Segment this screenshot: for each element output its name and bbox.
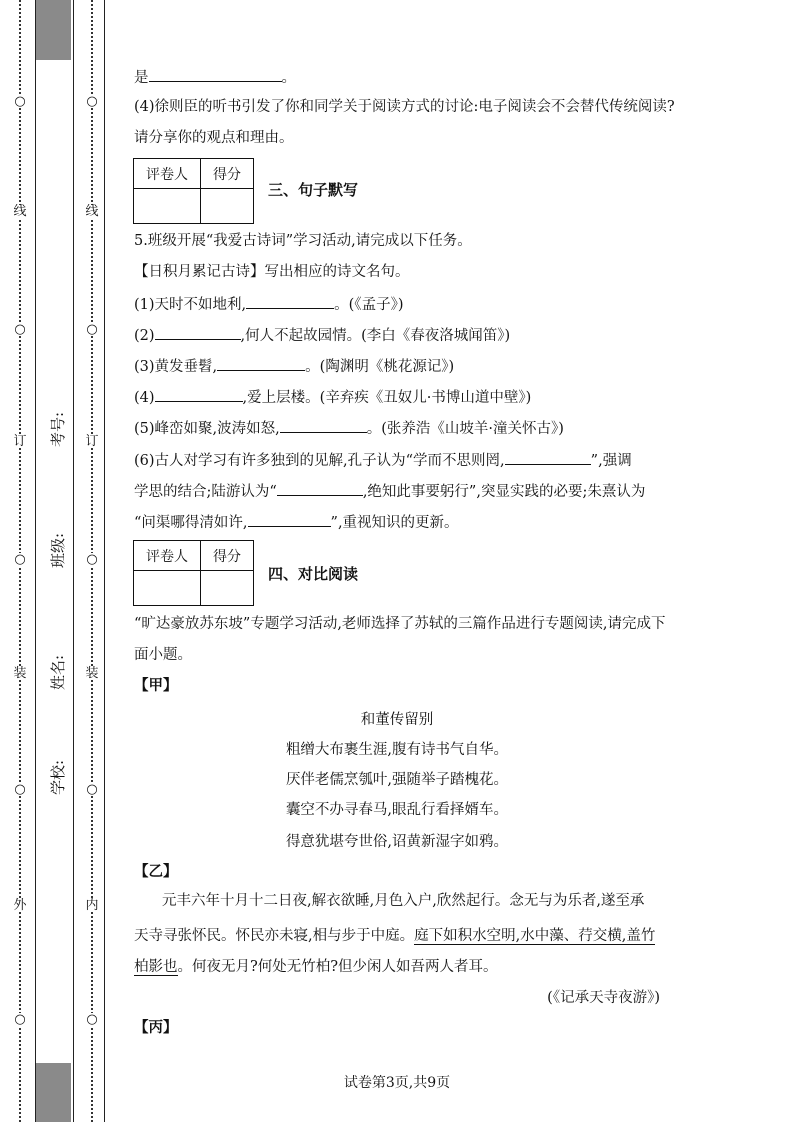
exam-no-label: 考号: (49, 411, 67, 447)
prose-line-3: 柏影也。何夜无月?何处无竹柏?但少闲人如吾两人者耳。 (134, 959, 498, 975)
score-header: 得分 (201, 159, 254, 189)
underlined-sentence-end: 柏影也 (134, 959, 178, 975)
blank-1[interactable] (246, 293, 334, 309)
class-label: 班级: (49, 532, 67, 568)
jia-label: 【甲】 (134, 677, 178, 694)
item-6-line1: (6)古人对学习有许多独到的见解,孔子认为“学而不思则罔, ”,强调 (134, 449, 632, 471)
intro-4-line2: 面小题。 (134, 647, 192, 663)
item-4: (4) ,爱上层楼。(辛弃疾《丑奴儿·书博山道中壁》) (134, 386, 531, 408)
poem-line-2: 厌伴老儒烹瓠叶,强随举子踏槐花。 (285, 772, 509, 788)
prose-source: (《记承天寺夜游》) (547, 990, 660, 1006)
score-table-3 (133, 158, 254, 224)
poem-line-3: 囊空不办寻春马,眼乱行看择婿车。 (285, 802, 509, 818)
item-6-line3: “问渠哪得清如许, ”,重视知识的更新。 (134, 511, 459, 533)
blank-6c[interactable] (248, 511, 331, 527)
intro-4-line1: “旷达豪放苏东坡”专题学习活动,老师选择了苏轼的三篇作品进行专题阅读,请完成下 (134, 616, 666, 632)
score-table-4 (133, 540, 254, 606)
answer-blank[interactable] (149, 66, 282, 82)
prose-line-2: 天寺寻张怀民。怀民亦未寝,相与步于中庭。庭下如积水空明,水中藻、荇交横,盖竹 (134, 928, 656, 944)
item-5: (5)峰峦如聚,波涛如怒, 。(张养浩《山坡羊·潼关怀古》) (134, 417, 564, 439)
yi-label: 【乙】 (134, 863, 178, 880)
question-4-line1: (4)徐则臣的听书引发了你和同学关于阅读方式的讨论:电子阅读会不会替代传统阅读? (134, 99, 675, 115)
underlined-sentence: 庭下如积水空明,水中藻、荇交横,盖竹 (414, 928, 656, 944)
seal-char: 装 (13, 666, 27, 681)
seal-circle: ○ (14, 322, 26, 337)
seal-char: 内 (85, 898, 99, 913)
seal-circle: ○ (86, 552, 98, 567)
blank-4[interactable] (155, 386, 243, 402)
section-3-title: 三、句子默写 (268, 181, 359, 199)
item-1: (1)天时不如地利, 。(《孟子》) (134, 293, 403, 315)
item-3: (3)黄发垂髫, 。(陶渊明《桃花源记》) (134, 355, 454, 377)
grader-cell[interactable] (134, 571, 201, 606)
question-4-line2: 请分享你的观点和理由。 (134, 130, 294, 146)
seal-circle: ○ (14, 552, 26, 567)
poem-line-4: 得意犹堪夸世俗,诏黄新湿字如鸦。 (285, 834, 509, 850)
seal-char: 订 (85, 434, 99, 449)
margin-rule (104, 0, 105, 1122)
item-2: (2) ,何人不起故园情。(李白《春夜洛城闻笛》) (134, 324, 510, 346)
seal-char: 线 (13, 204, 27, 219)
answer-tail: 是 。 (134, 66, 296, 88)
seal-circle: ○ (14, 94, 26, 109)
score-cell[interactable] (201, 189, 254, 224)
seal-circle: ○ (86, 94, 98, 109)
question-5-sub: 【日积月累记古诗】写出相应的诗文名句。 (134, 264, 410, 280)
bing-label: 【丙】 (134, 1019, 178, 1036)
seal-circle: ○ (14, 782, 26, 797)
seal-circle: ○ (86, 322, 98, 337)
score-header: 得分 (201, 541, 254, 571)
blank-2[interactable] (155, 324, 241, 340)
seal-circle: ○ (14, 1012, 26, 1027)
seal-char: 订 (13, 434, 27, 449)
prose-line-1: 元丰六年十月十二日夜,解衣欲睡,月色入户,欣然起行。念无与为乐者,遂至承 (162, 893, 645, 909)
poem-title: 和董传留别 (360, 712, 434, 728)
blank-5[interactable] (280, 417, 367, 433)
seal-circle: ○ (86, 1012, 98, 1027)
seal-circle: ○ (86, 782, 98, 797)
score-cell[interactable] (201, 571, 254, 606)
grader-header: 评卷人 (134, 159, 201, 189)
poem-line-1: 粗缯大布裹生涯,腹有诗书气自华。 (285, 742, 509, 758)
blank-6a[interactable] (505, 449, 591, 465)
item-6-line2: 学思的结合;陆游认为“ ,绝知此事要躬行”,突显实践的必要;朱熹认为 (134, 480, 645, 502)
name-label: 姓名: (49, 654, 67, 690)
blank-3[interactable] (217, 355, 305, 371)
seal-char: 线 (85, 204, 99, 219)
question-5-intro: 5.班级开展“我爱古诗词”学习活动,请完成以下任务。 (134, 233, 472, 249)
grader-header: 评卷人 (134, 541, 201, 571)
seal-char: 装 (85, 666, 99, 681)
blank-6b[interactable] (277, 480, 363, 496)
grader-cell[interactable] (134, 189, 201, 224)
page-footer: 试卷第3页,共9页 (343, 1075, 451, 1091)
seal-char: 外 (13, 898, 27, 913)
section-4-title: 四、对比阅读 (268, 565, 359, 583)
school-label: 学校: (49, 759, 67, 795)
